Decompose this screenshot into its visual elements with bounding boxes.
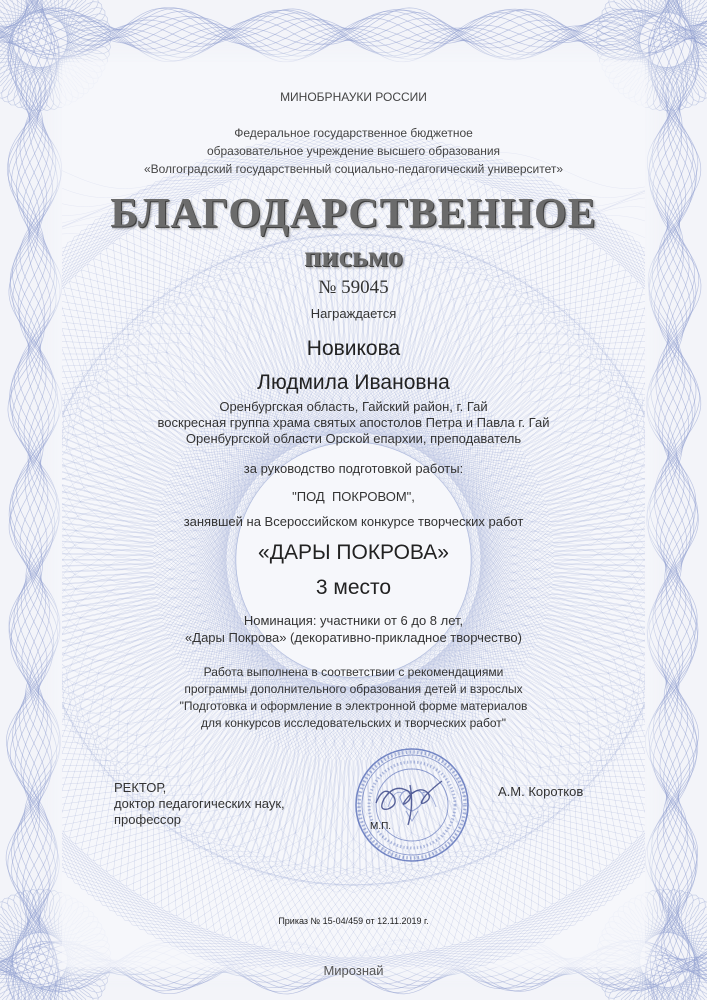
official-seal-stamp <box>348 745 478 865</box>
rector-line: профессор <box>114 812 182 827</box>
work-title: "ПОД ПОКРОВОМ", <box>292 489 415 504</box>
nomination-line: Номинация: участники от 6 до 8 лет, <box>243 613 464 628</box>
recipient-name: Людмила Ивановна <box>257 371 450 394</box>
recipient-surname: Новикова <box>306 337 401 360</box>
details-line: Оренбургская область, Гайский район, г. Гай <box>219 399 488 414</box>
footer-brand: Мирознай <box>323 963 384 978</box>
compliance-line: Работа выполнена в соответствии с рекомендациями <box>203 665 504 679</box>
compliance-note <box>0 664 707 732</box>
compliance-line: "Подготовка и оформление в электронной форме материалов <box>179 699 528 713</box>
organization-name <box>0 124 707 178</box>
contest-intro: занявшей на Всероссийском конкурсе творческих работ <box>183 514 524 529</box>
awarded-label: Награждается <box>310 306 397 321</box>
rector-title <box>114 780 285 828</box>
order-reference: Приказ № 15-04/459 от 12.11.2019 г. <box>278 916 429 926</box>
details-line: Оренбургской области Орской епархии, преподаватель <box>185 431 522 446</box>
nomination-line: «Дары Покрова» (декоративно-прикладное творчество) <box>185 630 522 645</box>
details-line: воскресная группа храма святых апостолов Петра и Павла г. Гай <box>157 415 550 430</box>
compliance-line: для конкурсов исследовательских и творческих работ" <box>200 716 507 730</box>
nomination <box>0 612 707 646</box>
rector-line: доктор педагогических наук, <box>114 796 285 811</box>
certificate-subtitle: письмо <box>304 240 403 273</box>
seal-label: М.П. <box>370 821 392 832</box>
compliance-line: программы дополнительного образования детей и взрослых <box>184 682 523 696</box>
certificate-number: № 59045 <box>318 277 389 298</box>
award-reason: за руководство подготовкой работы: <box>243 461 464 476</box>
recipient-details <box>0 399 707 447</box>
organization-line: Федеральное государственное бюджетное <box>234 126 473 140</box>
contest-name: «ДАРЫ ПОКРОВА» <box>258 541 449 564</box>
rector-name: А.М. Коротков <box>498 784 584 799</box>
rector-line: РЕКТОР, <box>114 780 167 795</box>
certificate-title: БЛАГОДАРСТВЕННОЕ <box>110 191 597 237</box>
organization-line: «Волгоградский государственный социально-педагогический университет» <box>143 162 564 176</box>
ministry-name: МИНОБРНАУКИ РОССИИ <box>280 90 427 104</box>
place-result: 3 место <box>315 576 392 599</box>
signature <box>376 781 442 825</box>
organization-line: образовательное учреждение высшего образования <box>206 144 501 158</box>
